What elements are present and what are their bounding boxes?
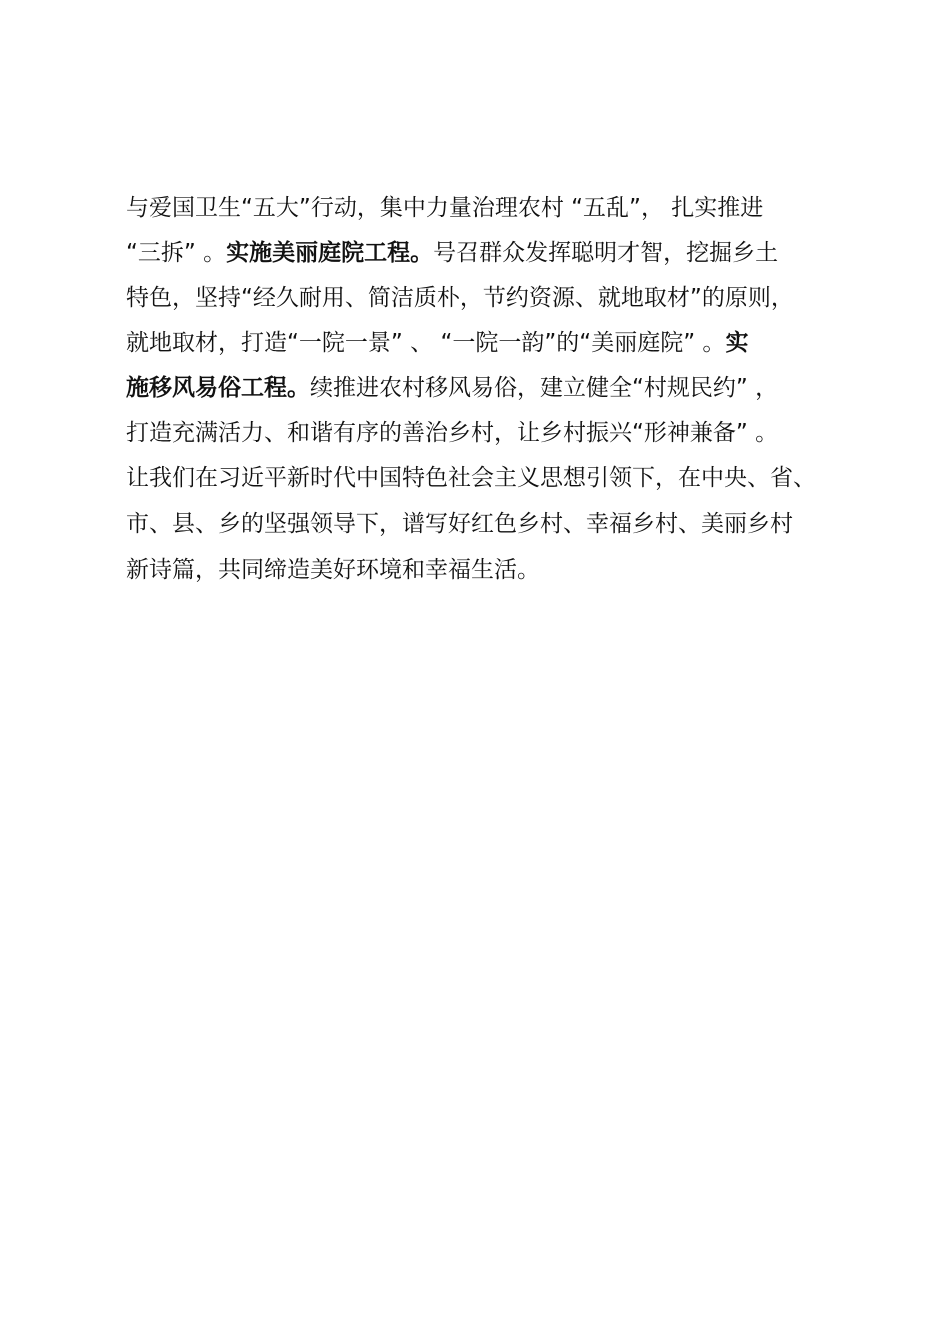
text-line-2 [126,231,856,276]
text-line-9 [126,548,856,593]
text-segment: 续推进农村移风易俗，建立健全“村规民约” ， [310,375,779,401]
text-segment: 让我们在习近平新时代中国特色社会主义思想引领下，在中央、省、 [126,465,816,491]
text-segment: 市、县、乡的坚强领导下，谱写好红色乡村、幸福乡村、美丽乡村 [126,511,793,537]
text-line-6 [126,411,856,456]
bold-heading-start: 实 [725,330,749,356]
text-line-4 [126,321,856,366]
text-segment: 特色，坚持“经久耐用、简洁质朴，节约资源、就地取材”的原则， [126,285,794,311]
text-line-7 [126,456,856,501]
text-segment: 就地取材，打造“一院一景” 、 “一院一韵”的“美丽庭院” 。 [126,330,726,356]
text-segment: 打造充满活力、和谐有序的善治乡村，让乡村振兴“形神兼备” 。 [126,420,779,446]
text-line-3 [126,276,856,321]
text-segment: 号召群众发挥聪明才智，挖掘乡土 [433,240,779,266]
text-line-5 [126,366,856,411]
text-segment: 新诗篇，共同缔造美好环境和幸福生活。 [126,557,540,583]
bold-heading-customs-reform: 施移风易俗工程。 [126,375,310,401]
text-line-8 [126,502,856,547]
text-line-1 [126,186,856,231]
text-segment: “三拆” 。 [126,240,227,266]
body-text [126,186,856,593]
bold-heading-beautiful-courtyard: 实施美丽庭院工程。 [226,240,434,266]
text-segment: 与爱国卫生“五大”行动，集中力量治理农村 “五乱”， 扎实推进 [126,195,764,221]
